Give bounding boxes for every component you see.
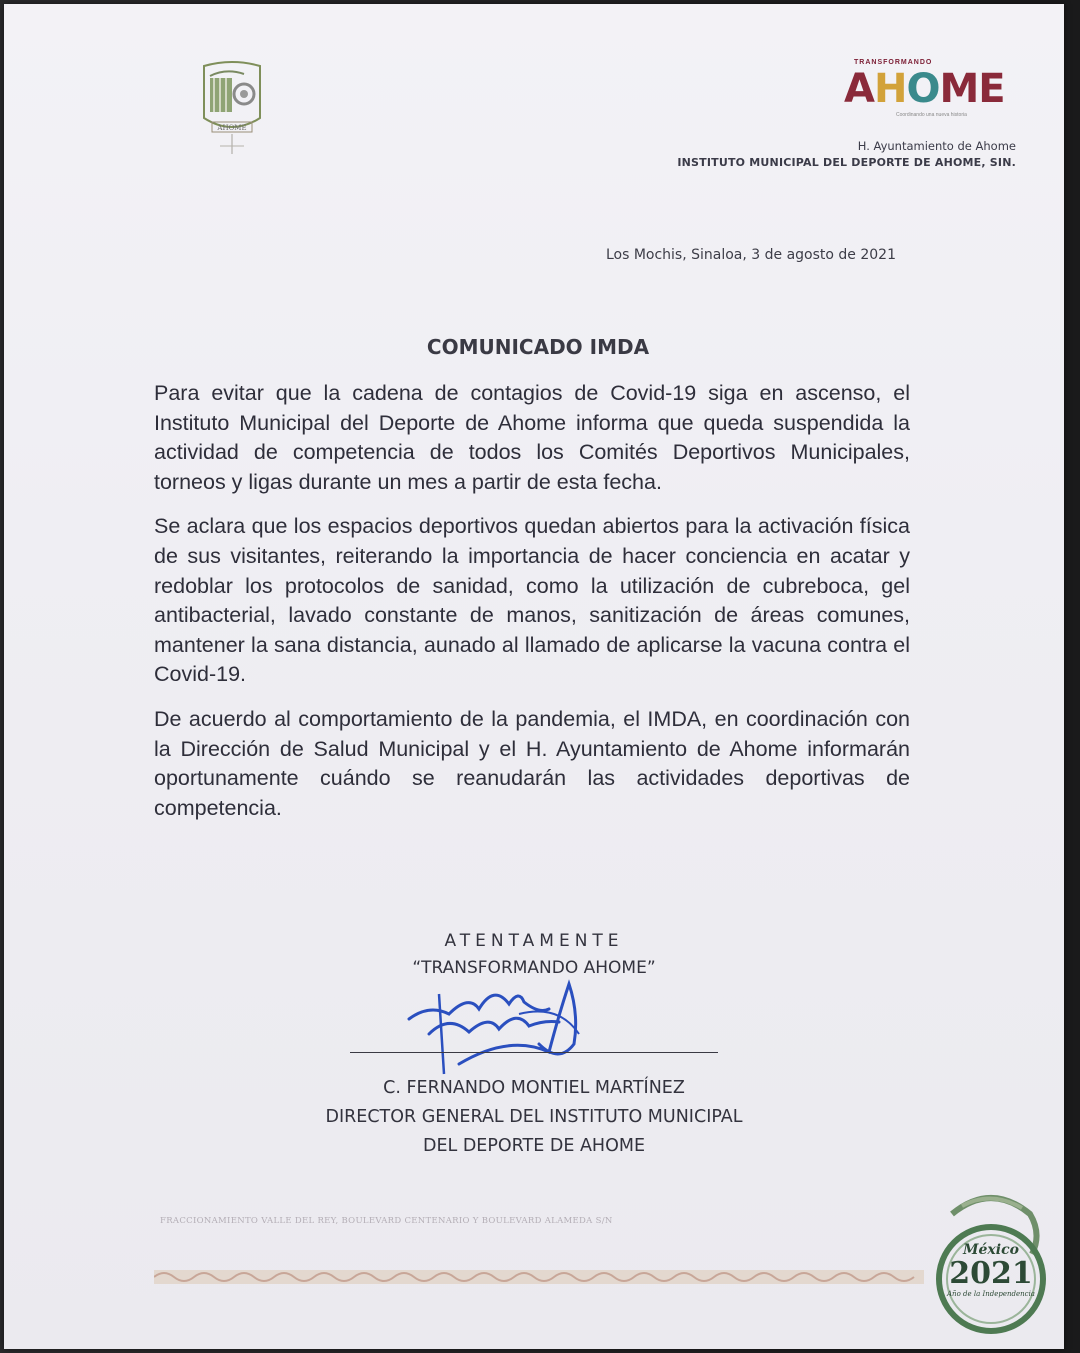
paragraph: De acuerdo al comportamiento de la pandemia, el IMDA, en coordinación con la Dirección de Salud Municipal y el H. Ayuntamiento de Ahome informarán oportunamente cuándo se reanudarán las actividades deportivas de competencia. (154, 706, 910, 820)
institute-line: INSTITUTO MUNICIPAL DEL DEPORTE DE AHOME, SIN. (677, 156, 1016, 169)
brand-letter: A (844, 66, 874, 112)
municipality-line: H. Ayuntamiento de Ahome (857, 139, 1016, 153)
closing-motto: “TRANSFORMANDO AHOME” (412, 958, 656, 978)
signer-position-line-1: DIRECTOR GENERAL DEL INSTITUTO MUNICIPAL (325, 1107, 743, 1127)
handwritten-signature (399, 974, 599, 1084)
brand-small-text: TRANSFORMANDO (854, 59, 933, 66)
footer-decorative-band (154, 1266, 924, 1288)
seal-note: Año de la Independencia (947, 1290, 1035, 1298)
seal-country: México (963, 1242, 1019, 1258)
brand-letter: ME (939, 66, 1005, 112)
brand-letter: H (873, 66, 907, 112)
transformando-ahome-logo (836, 59, 1036, 129)
closing-salutation: ATENTAMENTE (444, 931, 624, 951)
brand-tagline: Coordinando una nueva historia (896, 112, 967, 118)
paragraph: Se aclara que los espacios deportivos quedan abiertos para la activación física de sus visitantes, reiterando la importancia de hacer conciencia en acatar y redoblar los protocolos de sanidad, como la utilización de cubreboca, gel antibacterial, lavado constante de manos, sanitización de áreas comunes, mantener la sana distancia, aunado al llamado de aplicarse la vacuna contra el Covid-19. (154, 514, 910, 687)
mexico-2021-seal (932, 1184, 1050, 1334)
signature-line (350, 1052, 718, 1053)
paragraph: Para evitar que la cadena de contagios de Covid-19 siga en ascenso, el Instituto Municipal del Deporte de Ahome informa que queda suspendida la actividad de competencia de todos los Comités Deportivos Municipales, torneos y ligas durante un mes a partir de esta fecha. (154, 381, 910, 494)
signer-block (224, 1074, 844, 1161)
letterhead-text (677, 138, 1016, 172)
letter-body (154, 379, 910, 838)
signer-name: C. FERNANDO MONTIEL MARTÍNEZ (383, 1078, 685, 1098)
footer-address: FRACCIONAMIENTO VALLE DEL REY, BOULEVARD CENTENARIO Y BOULEVARD ALAMEDA S/N (160, 1216, 613, 1226)
brand-wordmark (844, 67, 1005, 111)
signer-position-line-2: DEL DEPORTE DE AHOME (422, 1136, 646, 1156)
document-title: COMUNICADO IMDA (426, 335, 650, 359)
brand-letter: O (906, 66, 940, 112)
letter-page (4, 4, 1064, 1349)
seal-year: 2021 (949, 1256, 1033, 1291)
date-line: Los Mochis, Sinaloa, 3 de agosto de 2021 (605, 247, 896, 263)
municipal-crest-logo (196, 56, 268, 156)
crest-label: AHOME (217, 124, 247, 132)
